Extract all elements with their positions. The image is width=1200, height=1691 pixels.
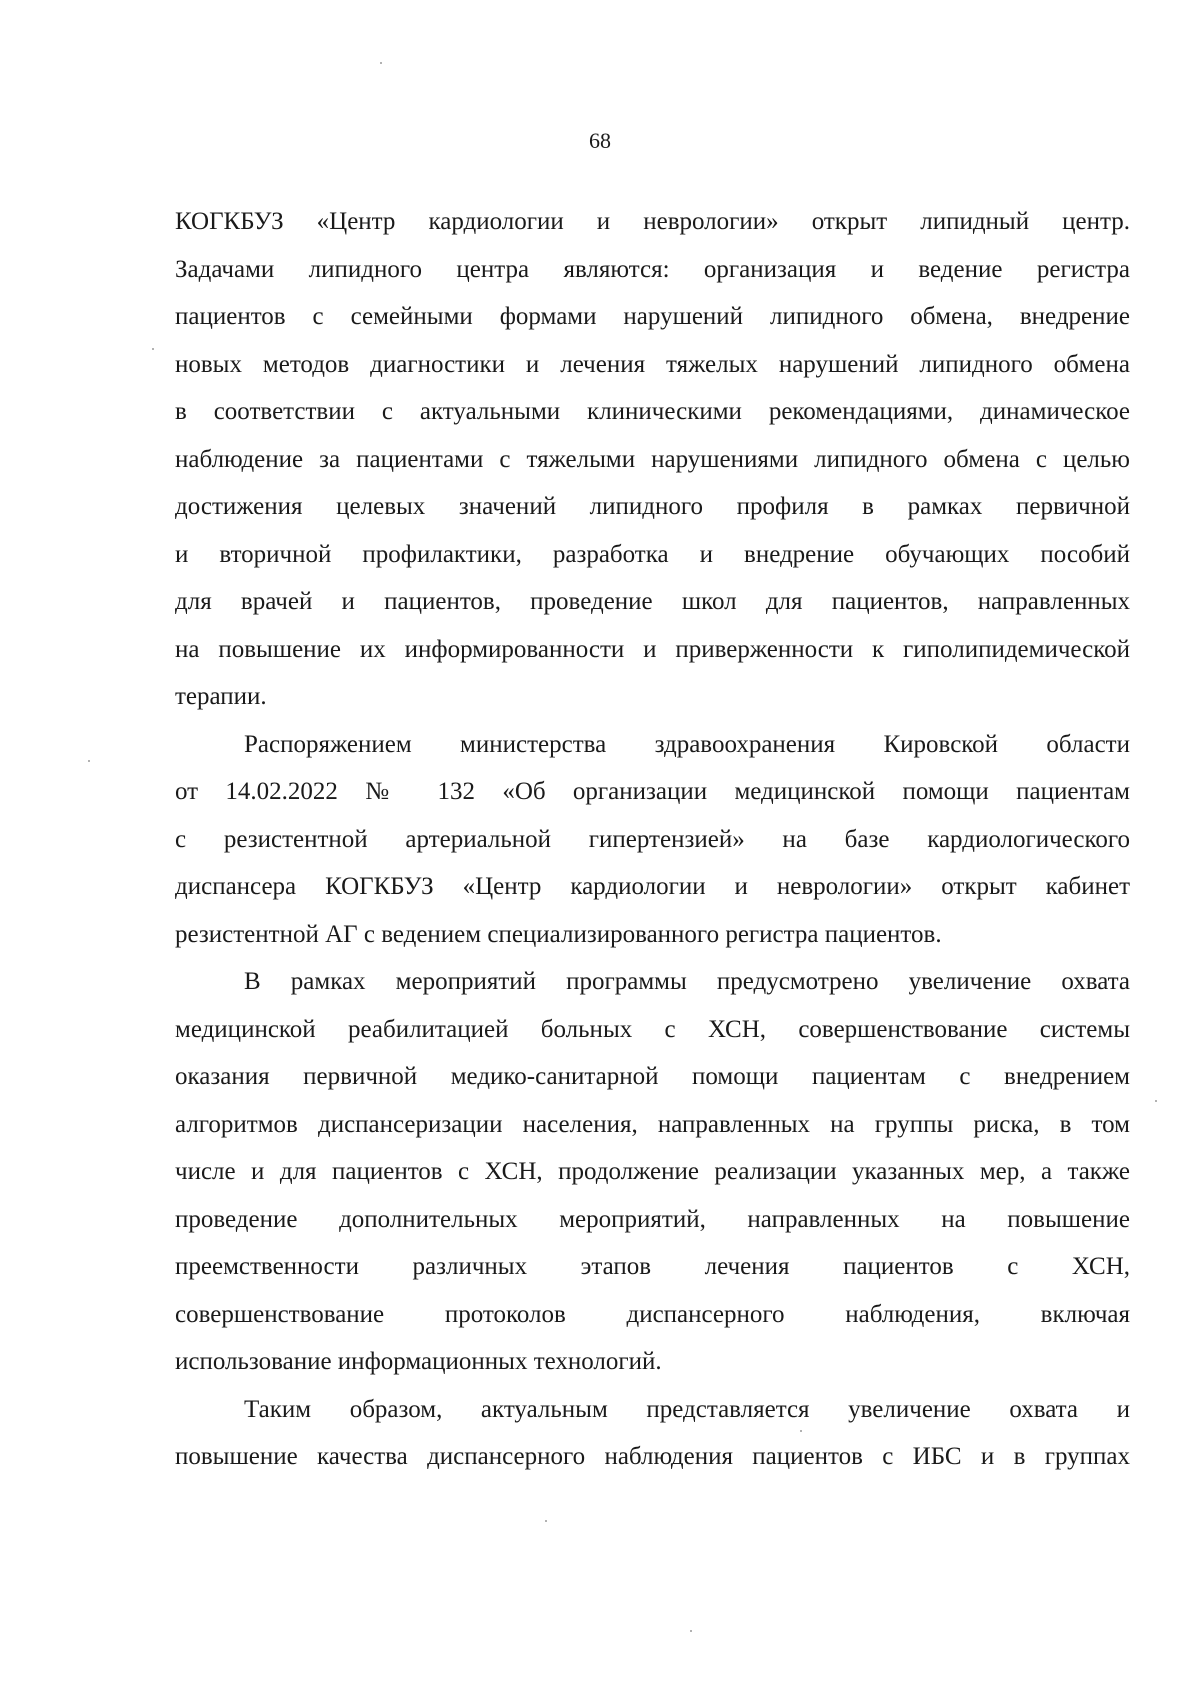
text-line: медицинской реабилитацией больных с ХСН, совершенствование системы (175, 1015, 1130, 1043)
text-line: оказания первичной медико-санитарной помощи пациентам с внедрением (175, 1063, 1130, 1090)
paragraph-chf-program (175, 958, 1130, 1386)
text-line: от 14.02.2022 № 132 «Об организации медицинской помощи пациентам (175, 778, 1130, 805)
text-line: совершенствование протоколов диспансерного наблюдения, включая (175, 1300, 1130, 1328)
document-body (175, 198, 1130, 1481)
text-line: проведение дополнительных мероприятий, направленных на повышение (175, 1205, 1130, 1233)
text-line: Распоряжением министерства здравоохранения Кировской области (244, 730, 1130, 758)
scan-speck (380, 62, 382, 64)
text-line: Таким образом, актуальным представляется увеличение охвата и (244, 1395, 1130, 1423)
text-line: достижения целевых значений липидного профиля в рамках первичной (175, 493, 1130, 520)
text-line: и вторичной профилактики, разработка и внедрение обучающих пособий (175, 540, 1130, 568)
scan-speck (800, 1430, 802, 1432)
text-line: алгоритмов диспансеризации населения, направленных на группы риска, в том (175, 1110, 1130, 1138)
text-line: повышение качества диспансерного наблюдения пациентов с ИБС и в группах (175, 1443, 1130, 1470)
text-line: резистентной АГ с ведением специализированного регистра пациентов. (175, 920, 942, 948)
scan-speck (545, 1520, 547, 1522)
text-line: новых методов диагностики и лечения тяжелых нарушений липидного обмена (175, 350, 1130, 378)
text-line: для врачей и пациентов, проведение школ для пациентов, направленных (175, 588, 1130, 615)
text-line: В рамках мероприятий программы предусмотрено увеличение охвата (244, 968, 1130, 995)
text-line: с резистентной артериальной гипертензией» на базе кардиологического (175, 825, 1130, 853)
text-line: наблюдение за пациентами с тяжелыми нарушениями липидного обмена с целью (175, 445, 1130, 473)
text-line: на повышение их информированности и приверженности к гиполипидемической (175, 635, 1130, 663)
paragraph-lipid-center (175, 198, 1130, 721)
paragraph-resistant-hypertension (175, 721, 1130, 959)
text-line: числе и для пациентов с ХСН, продолжение реализации указанных мер, а также (175, 1158, 1130, 1185)
text-line: диспансера КОГКБУЗ «Центр кардиологии и неврологии» открыт кабинет (175, 873, 1130, 900)
scan-speck (690, 1630, 692, 1632)
text-line: преемственности различных этапов лечения пациентов с ХСН, (175, 1253, 1130, 1280)
scan-speck (152, 348, 154, 350)
scan-speck (88, 760, 90, 762)
page-number: 68 (589, 128, 611, 153)
text-line: пациентов с семейными формами нарушений липидного обмена, внедрение (175, 303, 1130, 330)
text-line: в соответствии с актуальными клиническими рекомендациями, динамическое (175, 398, 1130, 425)
text-line: терапии. (175, 683, 267, 710)
text-line: Задачами липидного центра являются: организация и ведение регистра (175, 255, 1130, 283)
scan-speck (1155, 1100, 1157, 1102)
text-line: КОГКБУЗ «Центр кардиологии и неврологии» открыт липидный центр. (175, 208, 1130, 235)
paragraph-conclusion (175, 1386, 1130, 1481)
text-line: использование информационных технологий. (175, 1348, 662, 1375)
